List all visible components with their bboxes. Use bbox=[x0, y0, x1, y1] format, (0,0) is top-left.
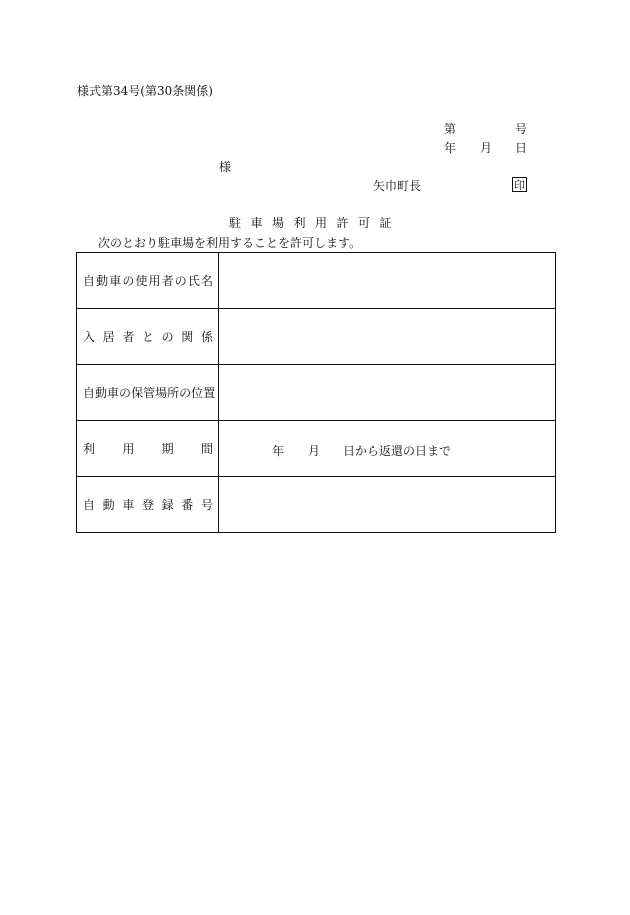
label-char: 使 bbox=[135, 274, 148, 288]
table-row-relationship bbox=[77, 309, 556, 365]
date-day-label: 日 bbox=[515, 141, 528, 155]
usage-period-label bbox=[77, 421, 219, 477]
label-char: 用 bbox=[148, 274, 161, 288]
label-char: 間 bbox=[200, 442, 213, 456]
label-char: 利 bbox=[83, 442, 96, 456]
label-char: 番 bbox=[181, 498, 194, 512]
label-char: 者 bbox=[122, 330, 135, 344]
doc-number-prefix: 第 bbox=[444, 122, 457, 136]
label-char: 用 bbox=[122, 442, 135, 456]
label-char: 動 bbox=[102, 498, 115, 512]
table-row-registration-number bbox=[77, 477, 556, 533]
label-char: 動 bbox=[96, 274, 109, 288]
doc-number-suffix: 号 bbox=[515, 122, 528, 136]
label-char: 保 bbox=[131, 386, 144, 400]
label-char: 動 bbox=[95, 386, 108, 400]
label-char: 車 bbox=[122, 498, 135, 512]
usage-period-value[interactable] bbox=[219, 421, 556, 477]
label-char: 登 bbox=[141, 498, 154, 512]
issuer-title: 矢巾町長 bbox=[373, 179, 422, 193]
table-row-storage-location bbox=[77, 365, 556, 421]
intro-text: 次のとおり駐車場を利用することを許可します。 bbox=[98, 236, 362, 250]
relationship-value[interactable] bbox=[219, 309, 556, 365]
table-row-usage-period bbox=[77, 421, 556, 477]
table-row-user-name bbox=[77, 253, 556, 309]
label-char: 所 bbox=[167, 386, 180, 400]
label-char: の bbox=[122, 274, 135, 288]
label-char: 氏 bbox=[187, 274, 200, 288]
registration-number-label bbox=[77, 477, 219, 533]
label-char: 場 bbox=[155, 386, 168, 400]
label-char: 者 bbox=[161, 274, 174, 288]
storage-location-value[interactable] bbox=[219, 365, 556, 421]
label-char: 居 bbox=[102, 330, 115, 344]
period-until-return-text: 日から返還の日まで bbox=[343, 444, 452, 458]
label-char: の bbox=[179, 386, 192, 400]
label-char: 自 bbox=[83, 386, 96, 400]
date-year-label: 年 bbox=[444, 141, 457, 155]
period-year-label: 年 bbox=[272, 444, 285, 458]
relationship-label bbox=[77, 309, 219, 365]
storage-location-label bbox=[77, 365, 219, 421]
label-char: 係 bbox=[200, 330, 213, 344]
label-char: 自 bbox=[83, 274, 96, 288]
label-char: 車 bbox=[109, 274, 122, 288]
registration-number-value[interactable] bbox=[219, 477, 556, 533]
label-char: 録 bbox=[161, 498, 174, 512]
period-month-label: 月 bbox=[308, 444, 321, 458]
seal-mark: 印 bbox=[514, 179, 525, 192]
label-char: 管 bbox=[143, 386, 156, 400]
label-char: 期 bbox=[161, 442, 174, 456]
label-char: 関 bbox=[181, 330, 194, 344]
label-char: の bbox=[161, 330, 174, 344]
label-char: 車 bbox=[107, 386, 120, 400]
user-name-label bbox=[77, 253, 219, 309]
addressee-honorific: 様 bbox=[219, 160, 232, 174]
label-char: 名 bbox=[200, 274, 213, 288]
label-char: の bbox=[119, 386, 132, 400]
document-title: 駐車場利用許可証 bbox=[228, 216, 401, 230]
label-char: 置 bbox=[203, 386, 216, 400]
form-number: 様式第34号(第30条関係) bbox=[77, 84, 213, 98]
label-char: 号 bbox=[200, 498, 213, 512]
label-char: 位 bbox=[191, 386, 204, 400]
permit-table bbox=[76, 252, 556, 533]
label-char: 入 bbox=[83, 330, 96, 344]
label-char: の bbox=[174, 274, 187, 288]
date-month-label: 月 bbox=[480, 141, 493, 155]
user-name-value[interactable] bbox=[219, 253, 556, 309]
label-char: 自 bbox=[83, 498, 96, 512]
label-char: と bbox=[141, 330, 154, 344]
